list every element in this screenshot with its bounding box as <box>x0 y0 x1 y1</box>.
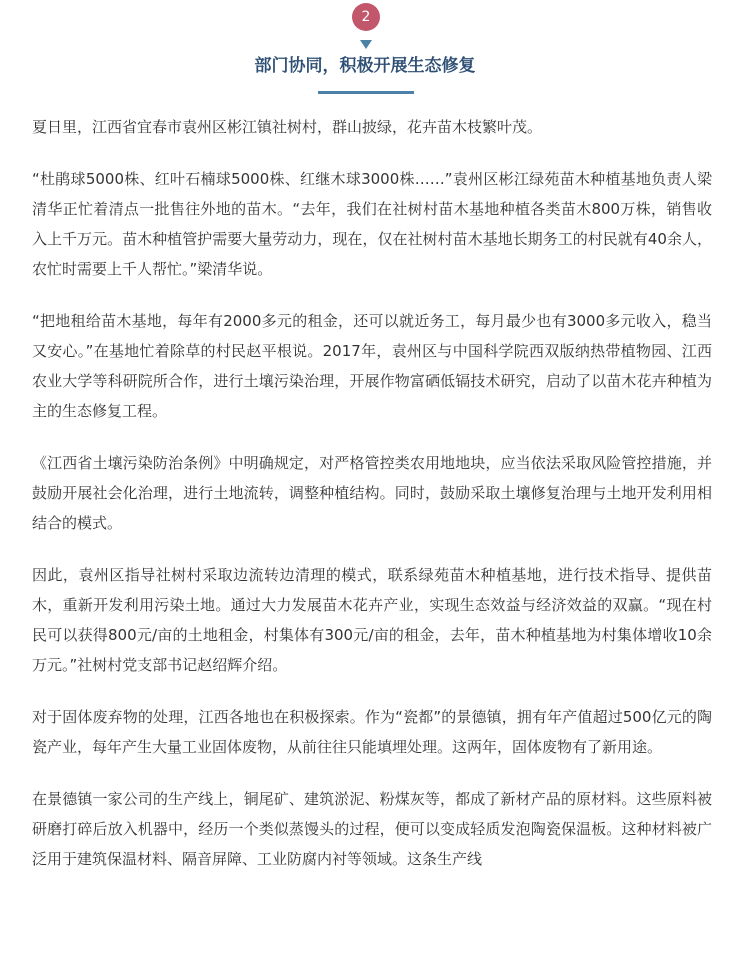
article-body <box>32 112 712 896</box>
section-number-badge: 2 <box>352 3 380 31</box>
section-header <box>0 0 730 100</box>
title-underline <box>318 91 414 94</box>
down-triangle-icon <box>360 40 372 49</box>
paragraph: 在景德镇一家公司的生产线上，铜尾矿、建筑淤泥、粉煤灰等，都成了新材产品的原材料。这些原料被研磨打碎后放入机器中，经历一个类似蒸馒头的过程，便可以变成轻质发泡陶瓷保温板。这种材料被广泛用于建筑保温材料、隔音屏障、工业防腐内衬等领域。这条生产线 <box>32 790 712 868</box>
paragraph: 因此，袁州区指导社树村采取边流转边清理的模式，联系绿苑苗木种植基地，进行技术指导、提供苗木，重新开发利用污染土地。通过大力发展苗木花卉产业，实现生态效益与经济效益的双赢。“现在村民可以获得800元/亩的土地租金，村集体有300元/亩的租金，去年，苗木种植基地为村集体增收10余万元。”社树村党支部书记赵绍辉介绍。 <box>32 566 712 674</box>
paragraph: “把地租给苗木基地，每年有2000多元的租金，还可以就近务工，每月最少也有3000多元收入，稳当又安心。”在基地忙着除草的村民赵平根说。2017年，袁州区与中国科学院西双版纳热带植物园、江西农业大学等科研院所合作，进行土壤污染治理，开展作物富硒低镉技术研究，启动了以苗木花卉种植为主的生态修复工程。 <box>32 312 712 420</box>
paragraph: 对于固体废弃物的处理，江西各地也在积极探索。作为“瓷都”的景德镇，拥有年产值超过500亿元的陶瓷产业，每年产生大量工业固体废物，从前往往只能填埋处理。这两年，固体废物有了新用途。 <box>32 708 712 756</box>
paragraph: “杜鹃球5000株、红叶石楠球5000株、红继木球3000株……”袁州区彬江绿苑苗木种植基地负责人梁清华正忙着清点一批售往外地的苗木。“去年，我们在社树村苗木基地种植各类苗木800万株，销售收入上千万元。苗木种植管护需要大量劳动力，现在，仅在社树村苗木基地长期务工的村民就有40余人，农忙时需要上千人帮忙。”梁清华说。 <box>32 170 712 278</box>
paragraph: 夏日里，江西省宜春市袁州区彬江镇社树村，群山披绿，花卉苗木枝繁叶茂。 <box>32 118 543 136</box>
section-title: 部门协同，积极开展生态修复 <box>254 56 476 76</box>
paragraph: 《江西省土壤污染防治条例》中明确规定，对严格管控类农用地地块，应当依法采取风险管控措施，并鼓励开展社会化治理，进行土地流转，调整种植结构。同时，鼓励采取土壤修复治理与土地开发利用相结合的模式。 <box>32 454 712 532</box>
